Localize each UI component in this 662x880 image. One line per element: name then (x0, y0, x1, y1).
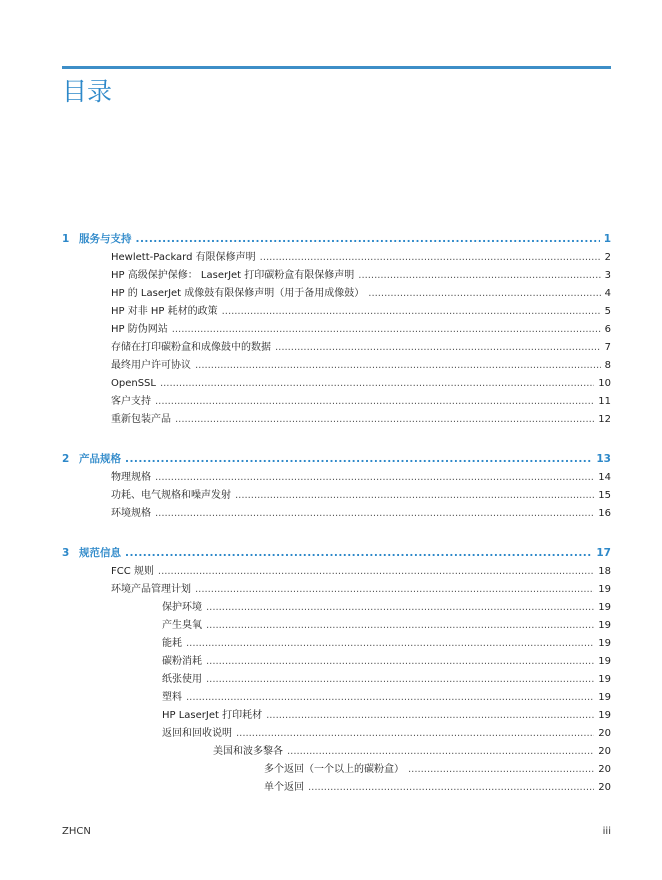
page-number: 19 (598, 656, 611, 667)
leader-dots (236, 725, 594, 743)
toc-entry[interactable] (162, 653, 611, 671)
entry-label: HP 对非 HP 耗材的政策 (111, 306, 218, 317)
leader-dots (266, 707, 594, 725)
page-number: 19 (598, 620, 611, 631)
chapter-title: 产品规格 (79, 453, 121, 465)
page-number: 13 (596, 453, 611, 465)
footer-language-code: ZHCN (62, 826, 91, 837)
chapter-number: 1 (62, 233, 70, 245)
entry-label: 塑料 (162, 692, 182, 703)
page-number: 3 (604, 270, 611, 281)
toc-entry[interactable] (162, 617, 611, 635)
leader-dots (125, 544, 592, 562)
toc-entry[interactable] (162, 725, 611, 743)
entry-label: HP 的 LaserJet 成像鼓有限保修声明（用于备用成像鼓） (111, 288, 365, 299)
page-number: 5 (604, 306, 611, 317)
entry-label: 美国和波多黎各 (213, 746, 283, 757)
chapter-title: 规范信息 (79, 547, 121, 559)
entry-label: 客户支持 (111, 396, 151, 407)
toc-entry[interactable] (111, 411, 611, 429)
page-number: 20 (598, 782, 611, 793)
entry-label: 多个返回（一个以上的碳粉盒） (264, 764, 404, 775)
entry-label: 功耗、电气规格和噪声发射 (111, 490, 231, 501)
footer-page-number: iii (602, 826, 611, 837)
toc-entry[interactable] (162, 635, 611, 653)
entry-label: FCC 规则 (111, 566, 154, 577)
leader-dots (206, 671, 594, 689)
toc-entry[interactable] (111, 285, 611, 303)
page-number: 20 (598, 728, 611, 739)
chapter-title: 服务与支持 (79, 233, 132, 245)
toc-entry[interactable] (111, 357, 611, 375)
page-number: 19 (598, 584, 611, 595)
page-number: 19 (598, 674, 611, 685)
leader-dots (287, 743, 594, 761)
leader-dots (186, 635, 594, 653)
toc-entry[interactable] (264, 779, 611, 797)
page-number: 14 (598, 472, 611, 483)
page-number: 4 (604, 288, 611, 299)
entry-label: 存储在打印碳粉盒和成像鼓中的数据 (111, 342, 271, 353)
page-number: 19 (598, 710, 611, 721)
toc-chapter-1[interactable] (62, 230, 611, 248)
entry-label: 保护环境 (162, 602, 202, 613)
toc-chapter-3[interactable] (62, 544, 611, 562)
page-number: 18 (598, 566, 611, 577)
entry-label: 产生臭氧 (162, 620, 202, 631)
toc-entry[interactable] (162, 707, 611, 725)
toc-entry[interactable] (162, 689, 611, 707)
toc-entry[interactable] (111, 581, 611, 599)
page-number: 10 (598, 378, 611, 389)
entry-label: 纸张使用 (162, 674, 202, 685)
leader-dots (175, 411, 594, 429)
leader-dots (125, 450, 592, 468)
toc-entry[interactable] (111, 505, 611, 523)
entry-label: HP 防伪网站 (111, 324, 168, 335)
entry-label: 环境规格 (111, 508, 151, 519)
entry-label: 返回和回收说明 (162, 728, 232, 739)
page-number: 17 (596, 547, 611, 559)
page-number: 16 (598, 508, 611, 519)
toc-entry[interactable] (111, 393, 611, 411)
chapter-number: 2 (62, 453, 70, 465)
leader-dots (206, 617, 594, 635)
chapter-number: 3 (62, 547, 70, 559)
leader-dots (155, 505, 594, 523)
leader-dots (155, 469, 594, 487)
entry-label: OpenSSL (111, 378, 156, 389)
entry-label: 重新包装产品 (111, 414, 171, 425)
leader-dots (186, 689, 594, 707)
toc-entry[interactable] (111, 267, 611, 285)
page-number: 6 (604, 324, 611, 335)
leader-dots (408, 761, 594, 779)
leader-dots (155, 393, 594, 411)
leader-dots (206, 599, 594, 617)
page-number: 8 (604, 360, 611, 371)
leader-dots (172, 321, 601, 339)
page-number: 20 (598, 764, 611, 775)
leader-dots (206, 653, 594, 671)
toc-entry[interactable] (162, 599, 611, 617)
entry-label: HP LaserJet 打印耗材 (162, 710, 263, 721)
entry-label: 碳粉消耗 (162, 656, 202, 667)
page-number: 11 (598, 396, 611, 407)
page-number: 1 (603, 233, 611, 245)
toc-entry[interactable] (111, 469, 611, 487)
toc-entry[interactable] (213, 743, 611, 761)
leader-dots (160, 375, 594, 393)
leader-dots (136, 230, 600, 248)
toc-entry[interactable] (111, 249, 611, 267)
toc-entry[interactable] (111, 563, 611, 581)
page-number: 19 (598, 692, 611, 703)
entry-label: 环境产品管理计划 (111, 584, 191, 595)
leader-dots (222, 303, 601, 321)
leader-dots (158, 563, 594, 581)
toc-entry[interactable] (264, 761, 611, 779)
toc-entry[interactable] (111, 303, 611, 321)
title-rule (62, 66, 611, 69)
page-number: 7 (604, 342, 611, 353)
page-number: 19 (598, 638, 611, 649)
page-number: 19 (598, 602, 611, 613)
page-number: 12 (598, 414, 611, 425)
page-title: 目录 (62, 77, 113, 106)
entry-label: 单个返回 (264, 782, 304, 793)
leader-dots (368, 285, 600, 303)
page-number: 20 (598, 746, 611, 757)
leader-dots (308, 779, 594, 797)
toc-entry[interactable] (111, 339, 611, 357)
toc-chapter-2[interactable] (62, 450, 611, 468)
page-number: 15 (598, 490, 611, 501)
leader-dots (275, 339, 601, 357)
toc-entry[interactable] (111, 321, 611, 339)
entry-label: 能耗 (162, 638, 182, 649)
leader-dots (260, 249, 601, 267)
entry-label: 物理规格 (111, 472, 151, 483)
entry-label: HP 高级保护保修： LaserJet 打印碳粉盒有限保修声明 (111, 270, 355, 281)
toc-entry[interactable] (111, 487, 611, 505)
toc-entry[interactable] (111, 375, 611, 393)
leader-dots (235, 487, 594, 505)
leader-dots (195, 581, 594, 599)
leader-dots (195, 357, 601, 375)
page-number: 2 (604, 252, 611, 263)
entry-label: 最终用户许可协议 (111, 360, 191, 371)
entry-label: Hewlett-Packard 有限保修声明 (111, 252, 256, 263)
leader-dots (358, 267, 600, 285)
toc-entry[interactable] (162, 671, 611, 689)
